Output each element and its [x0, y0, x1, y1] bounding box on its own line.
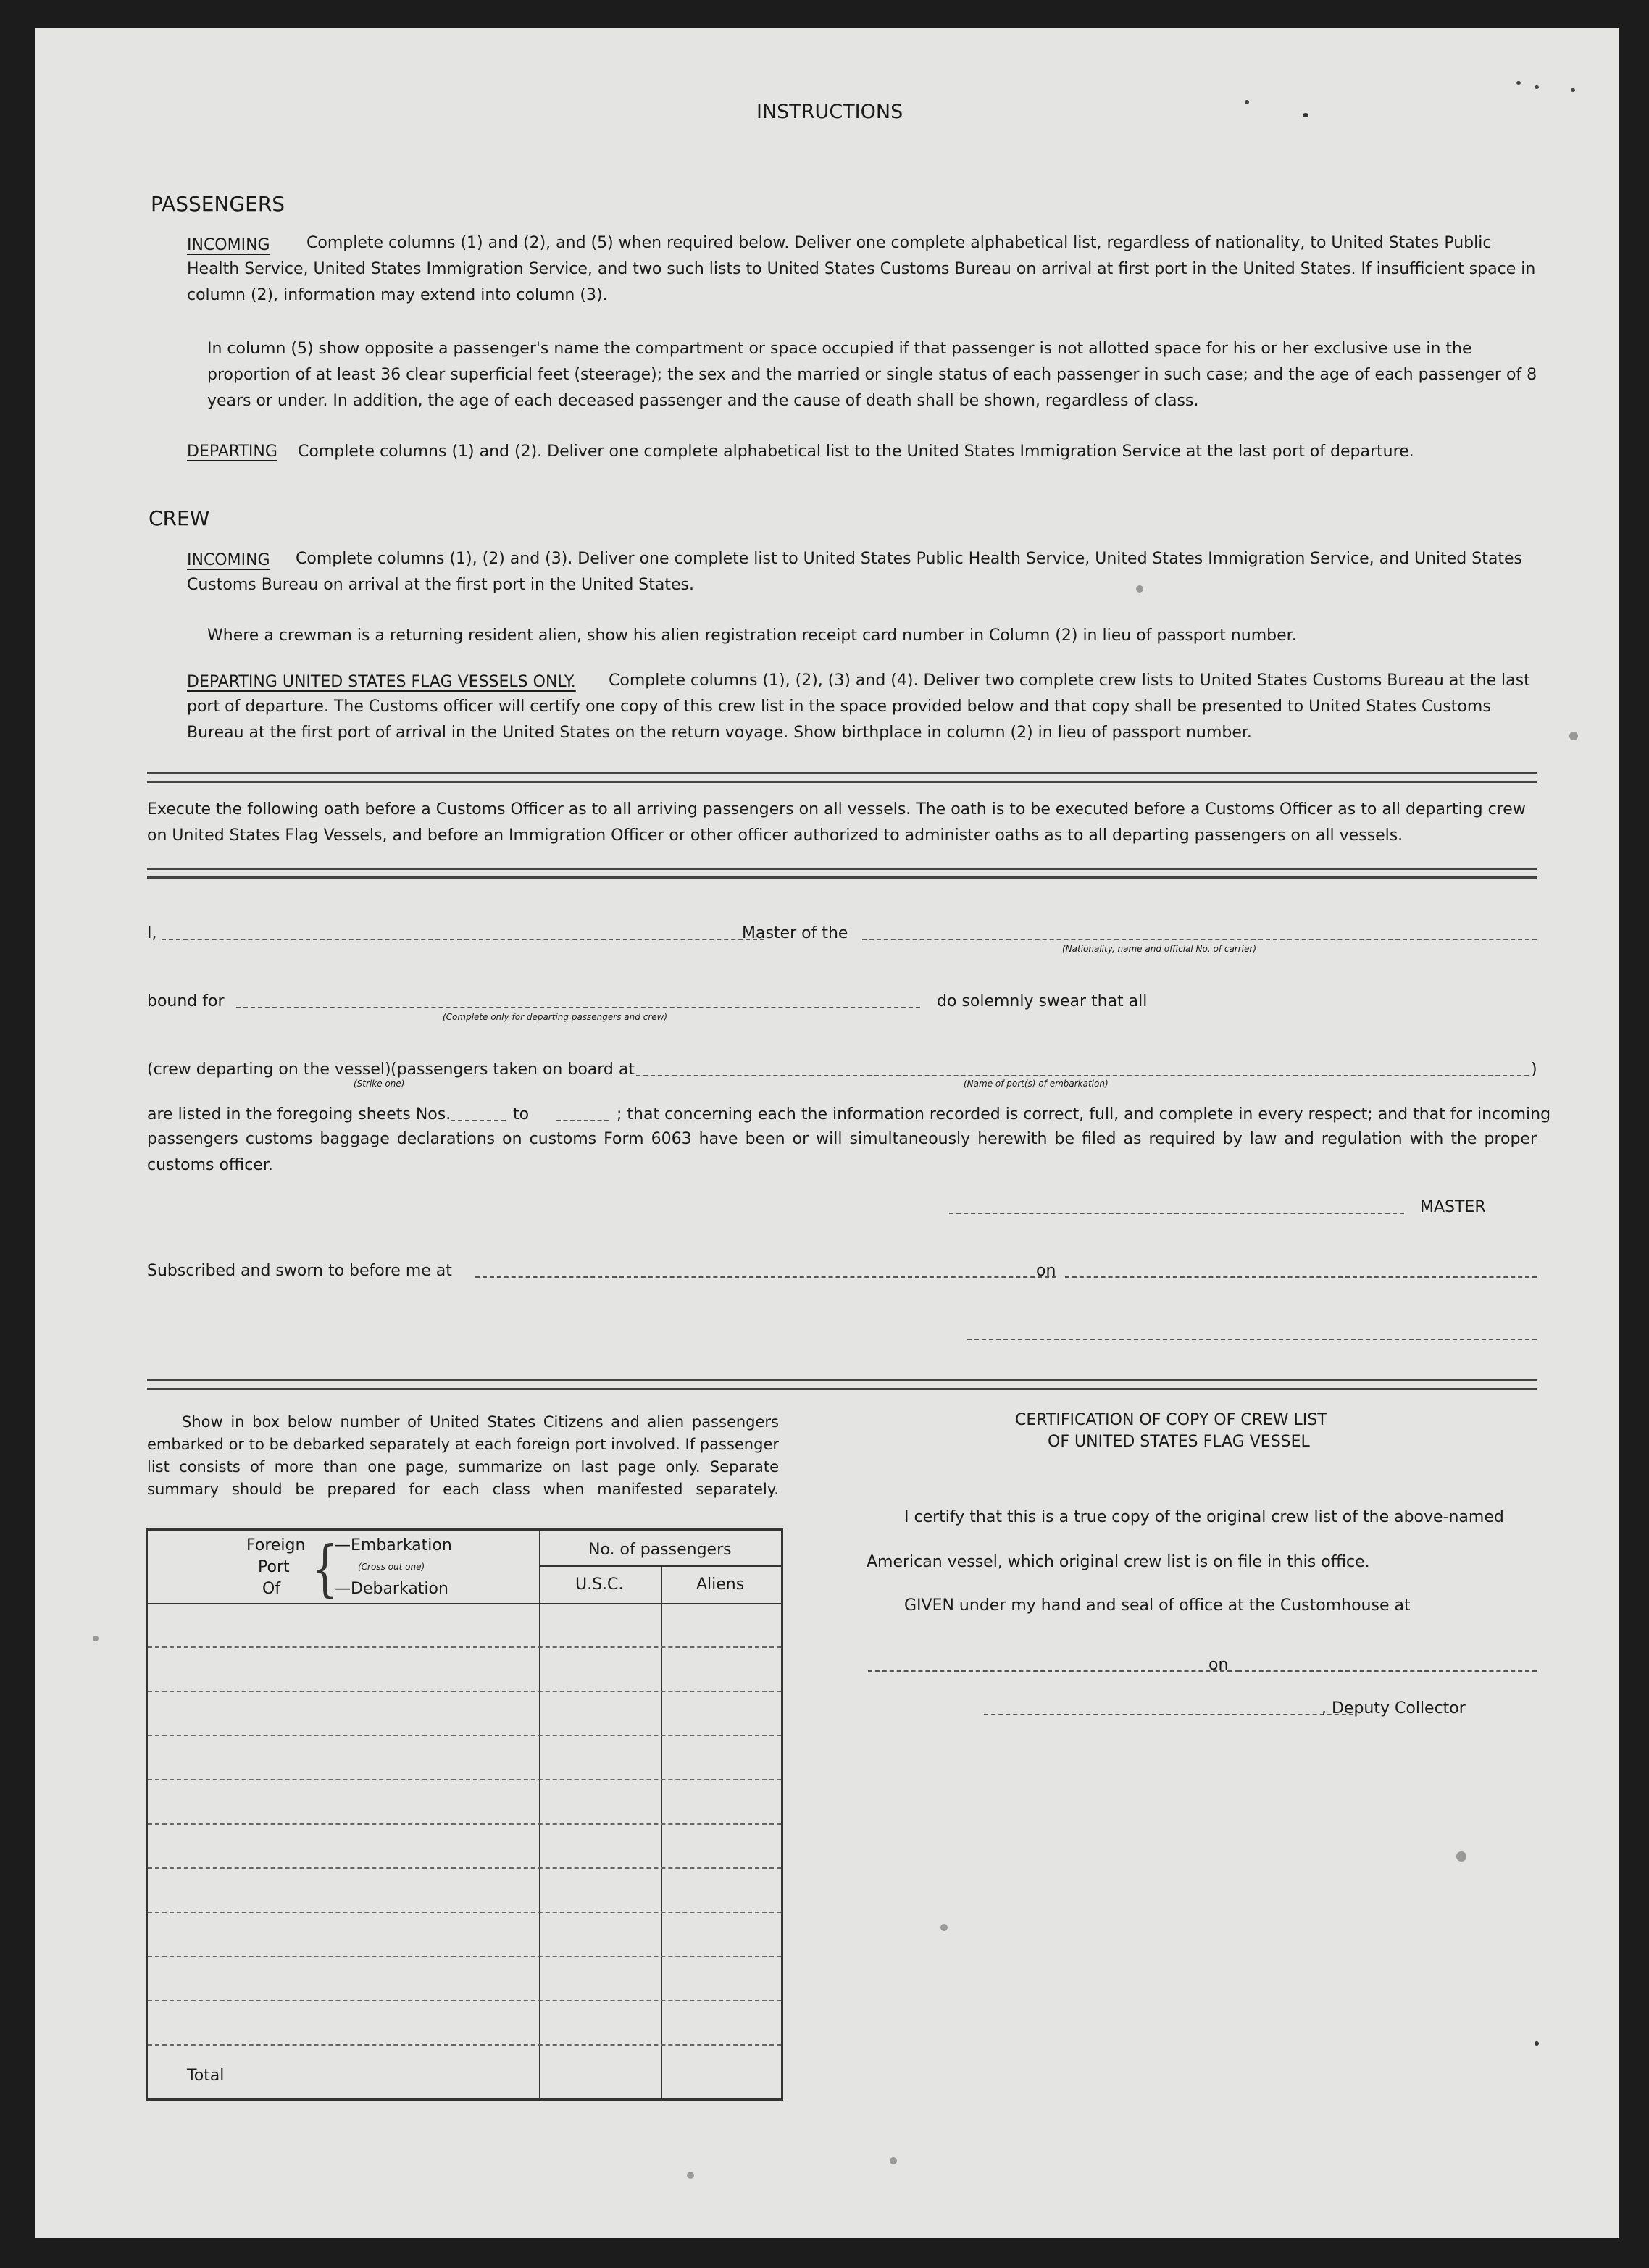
summary-intro-text: Show in box below number of United States Citizens and alien passengers embarked or to be debarked separately at each foreign port involved. If passenger list consists of more than one page, summarize on last page only. Separate summary should be prepared for each class when manifested separately.	[147, 1413, 779, 1498]
crew-resident-text: Where a crewman is a returning resident alien, show his alien registration receipt card number in Column (2) in lieu of passport number.	[207, 627, 1297, 645]
crew-departing-label: DEPARTING UNITED STATES FLAG VESSELS ONLY.	[187, 673, 576, 691]
col-usc: U.S.C.	[575, 1576, 624, 1594]
certification-title-1: CERTIFICATION OF COPY OF CREW LIST	[1015, 1411, 1327, 1429]
brace-icon: {	[312, 1532, 338, 1604]
crew-heading: CREW	[149, 506, 210, 530]
master-of-label: Master of the	[742, 924, 848, 942]
oath-intro-text: Execute the following oath before a Customs Officer as to all arriving passengers on all vessels. The oath is to be executed before a Customs Officer as to all departing crew on United States Flag Vessels, and before an Immigration Officer or other officer authorized to administer oaths as to all departing passengers on all vessels.	[147, 800, 1526, 845]
strike-note: (Strike one)	[354, 1079, 405, 1089]
sheet-to-field[interactable]	[556, 1120, 609, 1121]
customhouse-field[interactable]	[868, 1670, 1239, 1672]
table-divider	[148, 1603, 781, 1604]
table-row[interactable]	[148, 2044, 781, 2046]
nationality-note: (Nationality, name and official No. of carrier)	[1062, 944, 1257, 954]
passengers-departing-label: DEPARTING	[187, 443, 277, 461]
carrier-field[interactable]	[862, 939, 1537, 940]
dust-speck	[1535, 85, 1539, 89]
passengers-incoming-label: INCOMING	[187, 236, 270, 254]
col-aliens: Aliens	[696, 1576, 745, 1594]
master-signature-field[interactable]	[949, 1213, 1404, 1214]
table-row[interactable]	[148, 1956, 781, 1957]
listed-text-a: are listed in the foregoing sheets Nos.	[147, 1105, 451, 1123]
passengers-incoming-text: Complete columns (1) and (2), and (5) when required below. Deliver one complete alphabetical list, regardless of nationality, to United States Public Health Service, United States Immigration Service, and two such lists to United States Customs Bureau on arrival at first port in the United States. If insufficient space in column (2), information may extend into column (3).	[187, 234, 1536, 304]
table-row[interactable]	[148, 1867, 781, 1869]
deputy-signature-field[interactable]	[984, 1714, 1353, 1715]
dust-speck	[1571, 88, 1575, 92]
certification-date-field[interactable]	[1237, 1670, 1537, 1672]
dust-speck	[93, 1636, 99, 1641]
passengers-column5-text: In column (5) show opposite a passenger's name the compartment or space occupied if that passenger is not allotted space for his or her exclusive use in the proportion of at least 36 clear superficial feet (steerage); the sex and the married or single status of each passenger in such case; and the age of each passenger of 8 years or under. In addition, the age of each deceased passenger and the cause of death shall be shown, regardless of class.	[207, 340, 1537, 410]
table-divider	[539, 1531, 540, 2098]
passengers-taken-option: (passengers taken on board at	[391, 1060, 635, 1079]
sworn-date-field[interactable]	[1065, 1276, 1537, 1278]
ports-field[interactable]	[636, 1075, 1529, 1076]
col-embarkation: —Embarkation	[335, 1536, 452, 1554]
certification-line-2: American vessel, which original crew list is on file in this office.	[867, 1553, 1370, 1571]
col-port: Port	[258, 1558, 290, 1576]
to-label: to	[513, 1105, 530, 1123]
table-divider	[661, 1565, 662, 2098]
cross-out-note: (Cross out one)	[358, 1562, 425, 1572]
dust-speck	[1456, 1851, 1466, 1862]
dust-speck	[940, 1924, 948, 1931]
certification-line-3: GIVEN under my hand and seal of office at the Customhouse at	[904, 1597, 1411, 1615]
table-row[interactable]	[148, 1823, 781, 1825]
dust-speck	[1245, 100, 1249, 104]
oath-i-label: I,	[147, 924, 157, 942]
swear-text: do solemnly swear that all	[937, 992, 1148, 1010]
dust-speck	[1516, 81, 1521, 85]
master-label: MASTER	[1420, 1198, 1486, 1216]
ports-note: (Name of port(s) of embarkation)	[964, 1079, 1109, 1089]
table-row[interactable]	[148, 1691, 781, 1692]
passenger-summary-table	[146, 1528, 783, 2101]
table-row[interactable]	[148, 1646, 781, 1648]
table-row[interactable]	[148, 1912, 781, 1913]
certification-title-2: OF UNITED STATES FLAG VESSEL	[1048, 1433, 1310, 1451]
certification-on-label: on	[1208, 1656, 1229, 1674]
col-foreign: Foreign	[246, 1536, 306, 1554]
col-no-of-passengers: No. of passengers	[588, 1541, 732, 1559]
subscribed-label: Subscribed and sworn to before me at	[147, 1262, 452, 1280]
sworn-at-field[interactable]	[475, 1276, 1056, 1278]
bound-for-label: bound for	[147, 992, 225, 1010]
dust-speck	[687, 2172, 694, 2179]
close-paren: )	[1531, 1060, 1537, 1079]
table-row[interactable]	[148, 2000, 781, 2001]
master-name-field[interactable]	[162, 939, 764, 940]
crew-incoming-text: Complete columns (1), (2) and (3). Deliver one complete list to United States Public Health Service, United States Immigration Service, and United States Customs Bureau on arrival at the first port in the United States.	[187, 550, 1522, 594]
listed-text-b: ; that concerning each the information recorded is correct, full, and complete in every respect; and that for incoming	[617, 1105, 1551, 1123]
crew-departing-option: (crew departing on the vessel)	[147, 1060, 391, 1079]
double-rule	[147, 868, 1537, 879]
sworn-on-label: on	[1036, 1262, 1056, 1280]
dust-speck	[1535, 2041, 1539, 2046]
officer-signature-field[interactable]	[967, 1339, 1537, 1340]
table-divider	[539, 1565, 781, 1567]
dust-speck	[890, 2157, 897, 2164]
deputy-collector-label: , Deputy Collector	[1322, 1699, 1466, 1717]
dust-speck	[1569, 732, 1578, 740]
certification-line-1: I certify that this is a true copy of the original crew list of the above-named	[904, 1508, 1504, 1526]
double-rule	[147, 772, 1537, 783]
total-label: Total	[187, 2067, 225, 2085]
complete-note: (Complete only for departing passengers and crew)	[443, 1012, 668, 1022]
crew-departing-text: Complete columns (1), (2), (3) and (4). Deliver two complete crew lists to United States Customs Bureau at the last port of departure. The Customs officer will certify one copy of this crew list in the space provided below and that copy shall be presented to United States Customs Bureau at the first port of arrival in the United States on the return voyage. Show birthplace in column (2) in lieu of passport number.	[187, 671, 1530, 742]
crew-incoming-label: INCOMING	[187, 551, 270, 569]
form-page	[35, 28, 1619, 2238]
double-rule	[147, 1379, 1537, 1390]
passengers-departing-text: Complete columns (1) and (2). Deliver one complete alphabetical list to the United States Immigration Service at the last port of departure.	[298, 443, 1414, 461]
table-row[interactable]	[148, 1735, 781, 1736]
table-row[interactable]	[148, 1779, 781, 1780]
passengers-heading: PASSENGERS	[151, 192, 285, 216]
dust-speck	[1303, 113, 1308, 117]
listed-text-rest: passengers customs baggage declarations on customs Form 6063 have been or will simultaneously herewith be filed as required by law and regulation with the proper customs officer.	[147, 1130, 1537, 1174]
bound-for-field[interactable]	[236, 1007, 920, 1008]
page-title: INSTRUCTIONS	[756, 101, 903, 123]
col-of: Of	[262, 1580, 281, 1598]
col-debarkation: —Debarkation	[335, 1580, 448, 1598]
sheet-from-field[interactable]	[451, 1120, 506, 1121]
